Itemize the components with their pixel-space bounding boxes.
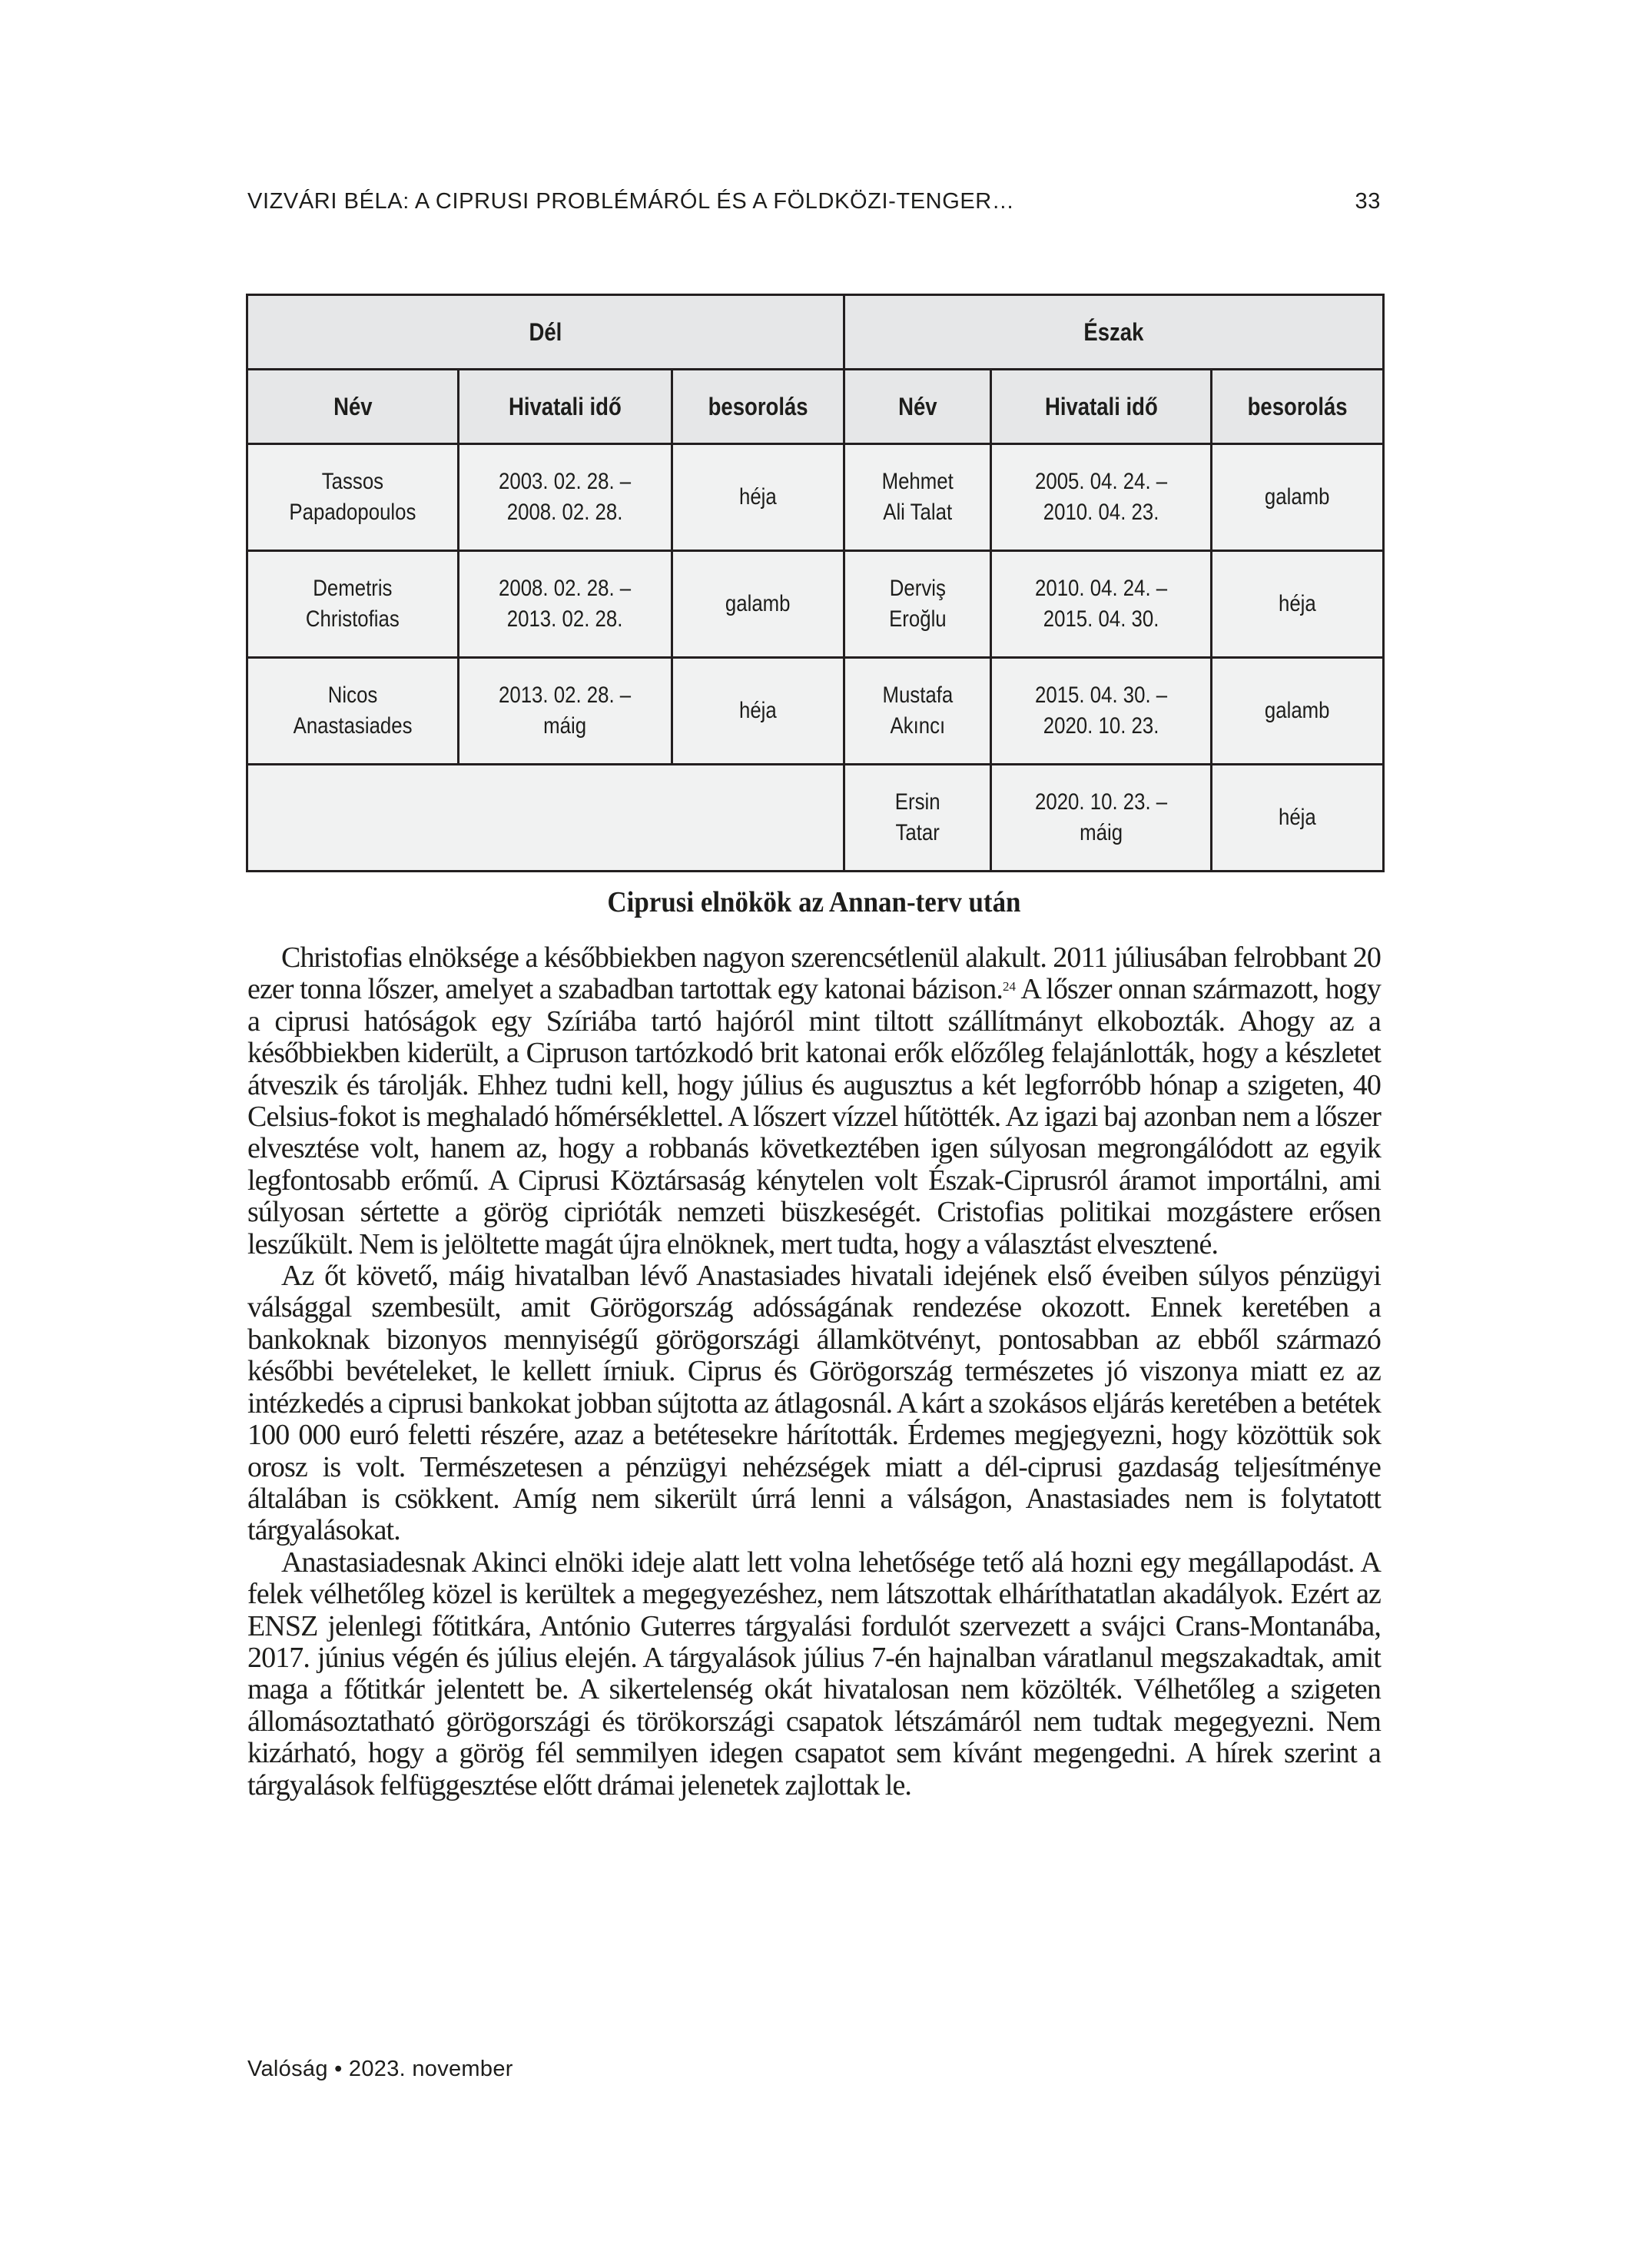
page-number: 33	[1355, 189, 1381, 214]
north-class-cell: galamb	[1212, 658, 1384, 765]
table-region-row	[247, 295, 1384, 370]
south-class-cell: galamb	[672, 551, 844, 658]
north-term-cell: 2010. 04. 24. – 2015. 04. 30.	[991, 551, 1212, 658]
north-class-cell: héja	[1212, 765, 1384, 872]
south-name-cell: Nicos Anastasiades	[247, 658, 459, 765]
footnote-ref[interactable]: 24	[1002, 979, 1016, 995]
north-term-cell: 2020. 10. 23. – máig	[991, 765, 1212, 872]
table-row	[247, 765, 1384, 872]
column-header-north-term: Hivatali idő	[991, 370, 1212, 444]
south-empty-cell	[247, 765, 844, 872]
south-class-cell: héja	[672, 444, 844, 551]
paragraph: Christofias elnöksége a későbbiekben nagyon szerencsétlenül alakult. 2011 júliusában felrobbant 20 ezer tonna lőszer, amelyet a szabadban tartottak egy katonai bázison.$^{24}$ A lőszer onnan származott, hogy a ciprusi hatóságok egy Szíriába tartó hajóról mint tiltott szállítmányt elkobozták. Ahogy az a későbbiekben kiderült, a Cipruson tartózkodó brit katonai erők előzőleg felajánlották, hogy a készletet átveszik és tárolják. Ehhez tudni kell, hogy július és augusztus a két legforróbb hónap a szigeten, 40 Celsius-fokot is meghaladó hőmérséklettel. A lőszert vízzel hűtötték. Az igazi baj azonban nem a lőszer elvesztése volt, hanem az, hogy a robbanás következtében igen súlyosan megrongálódott az egyik legfontosabb erőmű. A Ciprusi Köztársaság kénytelen volt Észak-Ciprusról áramot importálni, ami súlyosan sértette a görög ciprióták nemzeti büszkeségét. Cristofias politikai mozgástere erősen leszűkült. Nem is jelöltette magát újra elnöknek, mert tudta, hogy a választást elvesztené.	[247, 941, 1382, 1260]
table-row	[247, 444, 1384, 551]
south-name-cell: Tassos Papadopoulos	[247, 444, 459, 551]
presidents-table	[246, 294, 1385, 872]
region-header-north: Észak	[844, 295, 1384, 370]
south-name-cell: Demetris Christofias	[247, 551, 459, 658]
south-term-cell: 2013. 02. 28. – máig	[459, 658, 672, 765]
running-head	[247, 189, 1381, 220]
table-row	[247, 658, 1384, 765]
table-column-header-row	[247, 370, 1384, 444]
table-row	[247, 551, 1384, 658]
north-term-cell: 2005. 04. 24. – 2010. 04. 23.	[991, 444, 1212, 551]
footer: Valóság • 2023. november	[247, 2057, 513, 2081]
region-header-south: Dél	[247, 295, 844, 370]
column-header-south-class: besorolás	[672, 370, 844, 444]
north-name-cell: Mehmet Ali Talat	[844, 444, 991, 551]
paragraph: Anastasiadesnak Akinci elnöki ideje alatt lett volna lehetősége tető alá hozni egy megállapodást. A felek vélhetőleg közel is kerültek a megegyezéshez, nem látszottak elháríthatatlan akadályok. Ezért az ENSZ jelenlegi főtitkára, António Guterres tárgyalási fordulót szervezett a svájci Crans-Montanába, 2017. június végén és július elején. A tárgyalások július 7-én hajnalban váratlanul megszakadtak, amit maga a főtitkár jelentett be. A sikertelenség okát hivatalosan nem közölték. Vélhetőleg a szigeten állomásoztatható görögországi és törökországi csapatok létszámáról nem tudtak megegyezni. Nem kizárható, hogy a görög fél semmilyen idegen csapatot sem kívánt megengedni. A hírek szerint a tárgyalások felfüggesztése előtt drámai jelenetek zajlottak le.	[247, 1546, 1381, 1801]
south-term-cell: 2003. 02. 28. – 2008. 02. 28.	[459, 444, 672, 551]
running-title: VIZVÁRI BÉLA: A CIPRUSI PROBLÉMÁRÓL ÉS A FÖLDKÖZI-TENGER…	[247, 189, 1015, 214]
south-term-cell: 2008. 02. 28. – 2013. 02. 28.	[459, 551, 672, 658]
south-class-cell: héja	[672, 658, 844, 765]
table-caption: Ciprusi elnökök az Annan-terv után	[607, 886, 1021, 918]
north-name-cell: Derviş Eroğlu	[844, 551, 991, 658]
column-header-north-class: besorolás	[1212, 370, 1384, 444]
article-body	[247, 942, 1381, 1801]
paragraph: Az őt követő, máig hivatalban lévő Anastasiades hivatali idejének első éveiben súlyos pénzügyi válsággal szembesült, amit Görögország adósságának rendezése okozott. Ennek keretében a bankoknak bizonyos mennyiségű görögországi államkötvényt, pontosabban az ebből származó későbbi bevételeket, le kellett írniuk. Ciprus és Görögország természetes jó viszonya miatt ez az intézkedés a ciprusi bankokat jobban sújtotta az átlagosnál. A kárt a szokásos eljárás keretében a betétek 100 000 euró feletti részére, azaz a betétesekre hárították. Érdemes megjegyezni, hogy közöttük sok orosz is volt. Természetesen a pénzügyi nehézségek miatt a dél-ciprusi gazdaság teljesítménye általában is csökkent. Amíg nem sikerült úrrá lenni a válságon, Anastasiades nem is folytatott tárgyalásokat.	[247, 1260, 1381, 1547]
north-class-cell: galamb	[1212, 444, 1384, 551]
north-name-cell: Ersin Tatar	[844, 765, 991, 872]
north-class-cell: héja	[1212, 551, 1384, 658]
north-name-cell: Mustafa Akıncı	[844, 658, 991, 765]
column-header-north-name: Név	[844, 370, 991, 444]
column-header-south-term: Hivatali idő	[459, 370, 672, 444]
north-term-cell: 2015. 04. 30. – 2020. 10. 23.	[991, 658, 1212, 765]
column-header-south-name: Név	[247, 370, 459, 444]
